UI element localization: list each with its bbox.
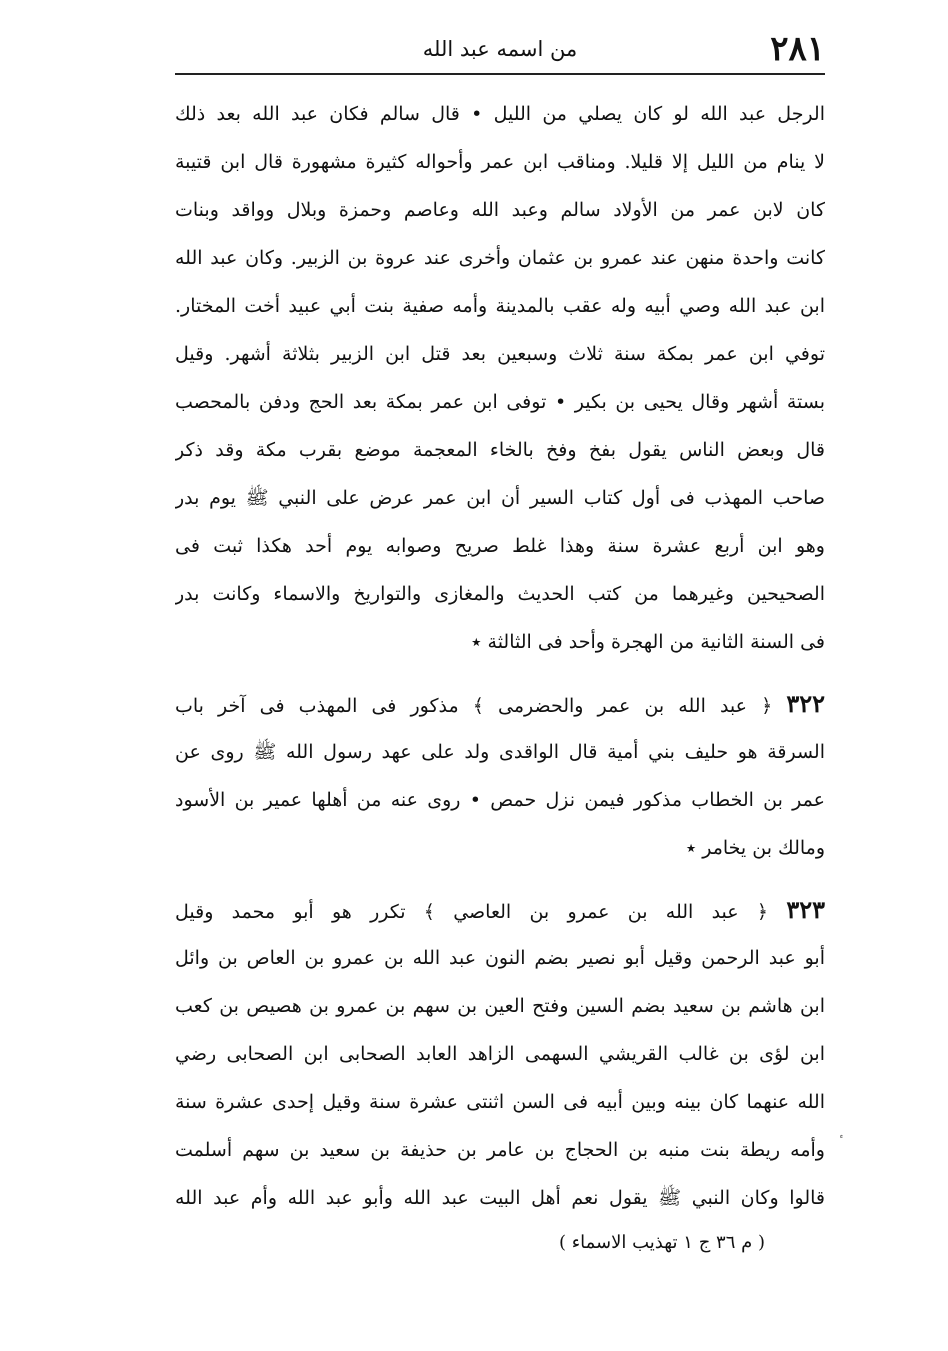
text-line (175, 886, 825, 934)
text-line: ابن عبد الله وصي أبيه وله عقب بالمدينة وأمه صفية بنت أبي عبيد أخت المختار. (175, 295, 825, 317)
text-line: ابن هاشم بن سعيد بضم السين وفتح العين بن سهم بن عمرو بن هصيص بن كعب (175, 995, 825, 1017)
text-line: ابن لؤى بن غالب القريشي السهمى الزاهد العابد الصحابى ابن الصحابى رضي (175, 1043, 825, 1065)
text-line: بستة أشهر وقال يحيى بن بكير • توفى ابن عمر بمكة بعد الحج ودفن بالمحصب (175, 391, 825, 413)
text-line: كانت واحدة منهن عند عمرو بن عثمان وأخرى عند عروة بن الزبير. وكان عبد الله (175, 247, 825, 269)
entry-heading-line: ﴿ عبد الله بن عمرو بن العاصي ﴾ تكرر هو أبو محمد وقيل (175, 901, 769, 923)
text-line: وأمه ريطة بنت منبه بن الحجاج بن عامر بن حذيفة بن سعيد بن سهم أسلمت (175, 1139, 825, 1161)
header-rule (175, 73, 825, 75)
footer-signature: ( م ٣٦ ج ١ تهذيب الاسماء ) (558, 1232, 765, 1253)
text-line: كان لابن عمر من الأولاد سالم وعبد الله وعاصم وحمزة وبلال وواقد وبنات (175, 199, 825, 221)
entry-number: ٣٢٣ (786, 895, 825, 924)
text-line: الرجل عبد الله لو كان يصلي من الليل • قال سالم فكان عبد الله بعد ذلك (175, 103, 825, 125)
text-line: توفي ابن عمر بمكة سنة ثلاث وسبعين بعد قتل ابن الزبير بثلاثة أشهر. وقيل (175, 343, 825, 365)
page-header (175, 28, 825, 70)
entry-number: ٣٢٢ (786, 689, 825, 718)
text-line: أبو عبد الرحمن وقيل أبو نصير بضم النون عبد الله بن عمرو بن العاص بن وائل (175, 947, 825, 969)
text-line: السرقة هو حليف بني أمية قال الواقدى ولد على عهد رسول الله ﷺ روى عن (175, 741, 825, 763)
text-line: قال وبعض الناس يقول بفخ وفخ بالخاء المعجمة موضع بقرب مكة وقد ذكر (175, 439, 825, 461)
entry-heading-line: ﴿ عبد الله بن عمر والحضرمى ﴾ مذكور فى المهذب فى آخر باب (175, 695, 773, 717)
text-line: الله عنهما كان بينه وبين أبيه فى السن اثنتى عشرة سنة وقيل إحدى عشرة سنة (175, 1091, 825, 1113)
running-title: من اسمه عبد الله (422, 37, 578, 61)
page-number: ٢٨١ (770, 29, 825, 69)
text-line: صاحب المهذب فى أول كتاب السير أن ابن عمر عرض على النبي ﷺ يوم بدر (175, 487, 825, 509)
entry-322 (175, 680, 825, 872)
text-line (175, 680, 825, 728)
text-line: وهو ابن أربع عشرة سنة وهذا غلط صريح وصوابه يوم أحد هكذا ثبت فى (175, 535, 825, 557)
text-line: لا ينام من الليل إلا قليلا. ومناقب ابن عمر وأحواله كثيرة مشهورة قال ابن قتيبة (175, 151, 825, 173)
entry-323 (175, 886, 825, 1222)
paragraph-ibn-umar (175, 90, 825, 666)
text-line: ومالك بن يخامر ٭ (685, 837, 825, 859)
text-line: فى السنة الثانية من الهجرة وأحد فى الثالثة ٭ (471, 631, 825, 653)
text-line: عمر بن الخطاب مذكور فيمن نزل حمص • روى عنه من أهلها عمير بن الأسود (175, 789, 825, 811)
text-line: قالوا وكان النبي ﷺ يقول نعم أهل البيت عبد الله وأبو عبد الله وأم عبد الله (175, 1187, 825, 1209)
page-body (175, 90, 825, 1222)
text-line: الصحيحين وغيرهما من كتب الحديث والمغازى والتواريخ والاسماء وكانت بدر (175, 583, 825, 605)
